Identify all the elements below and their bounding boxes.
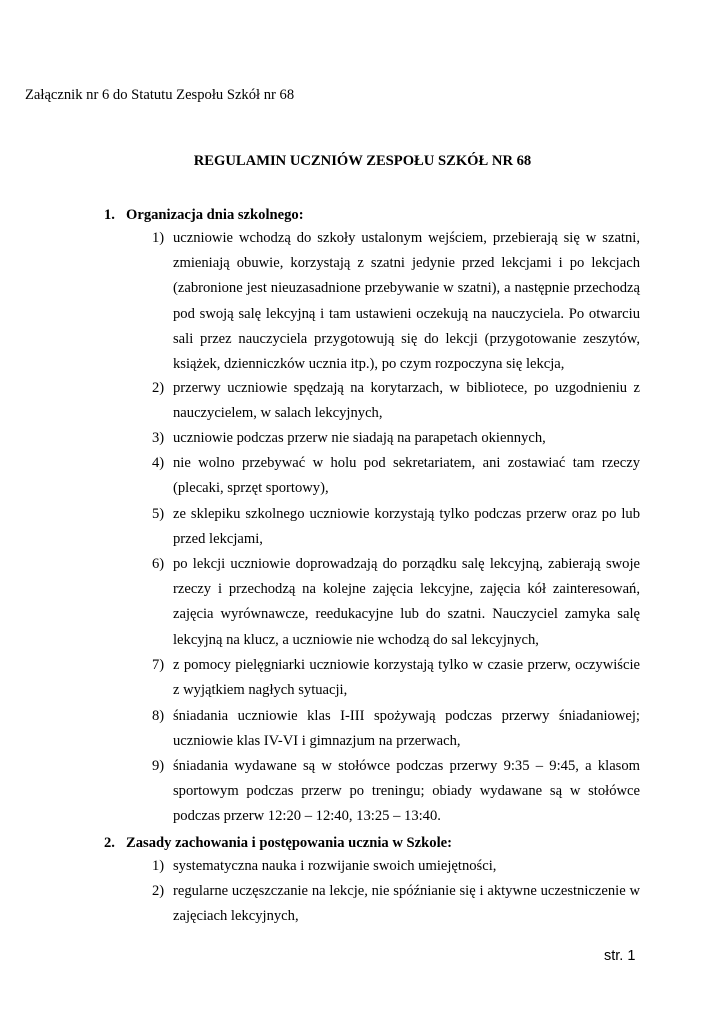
list-item [152,376,640,426]
item-number: 7) [152,657,165,673]
list-item [152,426,640,451]
item-text: uczniowie podczas przerw nie siadają na parapetach okiennych, [173,430,546,446]
section-title: Organizacja dnia szkolnego: [126,207,304,223]
item-text: z pomocy pielęgniarki uczniowie korzystają tylko w czasie przerw, oczywiście z wyjątkiem nagłych sytuacji, [173,657,640,699]
item-number: 3) [152,430,165,446]
item-number: 4) [152,455,165,471]
document-title: REGULAMIN UCZNIÓW ZESPOŁU SZKÓŁ NR 68 [193,153,532,169]
item-number: 1) [152,858,165,874]
section-number: 2. [104,835,115,851]
item-number: 9) [152,758,165,774]
section-heading [104,834,452,852]
item-text: systematyczna nauka i rozwijanie swoich umiejętności, [173,858,497,874]
item-text: po lekcji uczniowie doprowadzają do porządku salę lekcyjną, zabierają swoje rzeczy i przechodzą na kolejne zajęcia lekcyjne, zajęcia kół zainteresowań, zajęcia wyrównawcze, reedukacyjne lub do szatni. Nauczyciel zamyka salę lekcyjną na klucz, a uczniowie nie wchodzą do sal lekcyjnych, [173,556,640,648]
item-text: śniadania wydawane są w stołówce podczas przerwy 9:35 – 9:45, a klasom sportowym podczas przerw po treningu; obiady wydawane są w stołówce podczas przerw 12:20 – 12:40, 13:25 – 13:40. [173,758,640,825]
list-item [152,754,640,830]
list-item [152,451,640,501]
item-number: 2) [152,883,165,899]
section-heading [104,206,304,224]
annex-note: Załącznik nr 6 do Statutu Zespołu Szkół nr 68 [25,87,295,103]
list-item [152,854,640,879]
item-number: 5) [152,506,165,522]
item-number: 1) [152,230,165,246]
list-item [152,879,640,929]
item-text: przerwy uczniowie spędzają na korytarzach, w bibliotece, po uzgodnieniu z nauczycielem, w salach lekcyjnych, [173,380,640,422]
item-text: uczniowie wchodzą do szkoły ustalonym wejściem, przebierają się w szatni, zmieniają obuwie, korzystają z szatni jedynie przed lekcjami i po lekcjach (zabronione jest nieuzasadnione przebywanie w szatni), a następnie przechodzą pod swoją salę lekcyjną i tam ustawieni oczekują na nauczyciela. Po otwarciu sali przez nauczyciela przygotowują się do lekcji (przygotowanie zeszytów, książek, dzienniczków ucznia itp.), po czym rozpoczyna się lekcja, [173,230,640,373]
item-number: 8) [152,708,165,724]
item-text: ze sklepiku szkolnego uczniowie korzystają tylko podczas przerw oraz po lub przed lekcjami, [173,506,640,548]
page-number: str. 1 [604,948,636,964]
list-item [152,502,640,552]
item-number: 2) [152,380,165,396]
item-text: regularne uczęszczanie na lekcje, nie spóźnianie się i aktywne uczestniczenie w zajęciach lekcyjnych, [173,883,640,925]
list-item [152,653,640,703]
section-title: Zasady zachowania i postępowania ucznia w Szkole: [126,835,452,851]
item-text: śniadania uczniowie klas I-III spożywają podczas przerwy śniadaniowej; uczniowie klas IV-VI i gimnazjum na przerwach, [173,708,640,750]
item-text: nie wolno przebywać w holu pod sekretariatem, ani zostawiać tam rzeczy (plecaki, sprzęt sportowy), [173,455,640,497]
list-item [152,226,640,377]
list-item [152,552,640,653]
list-item [152,704,640,754]
section-number: 1. [104,207,115,223]
item-number: 6) [152,556,165,572]
